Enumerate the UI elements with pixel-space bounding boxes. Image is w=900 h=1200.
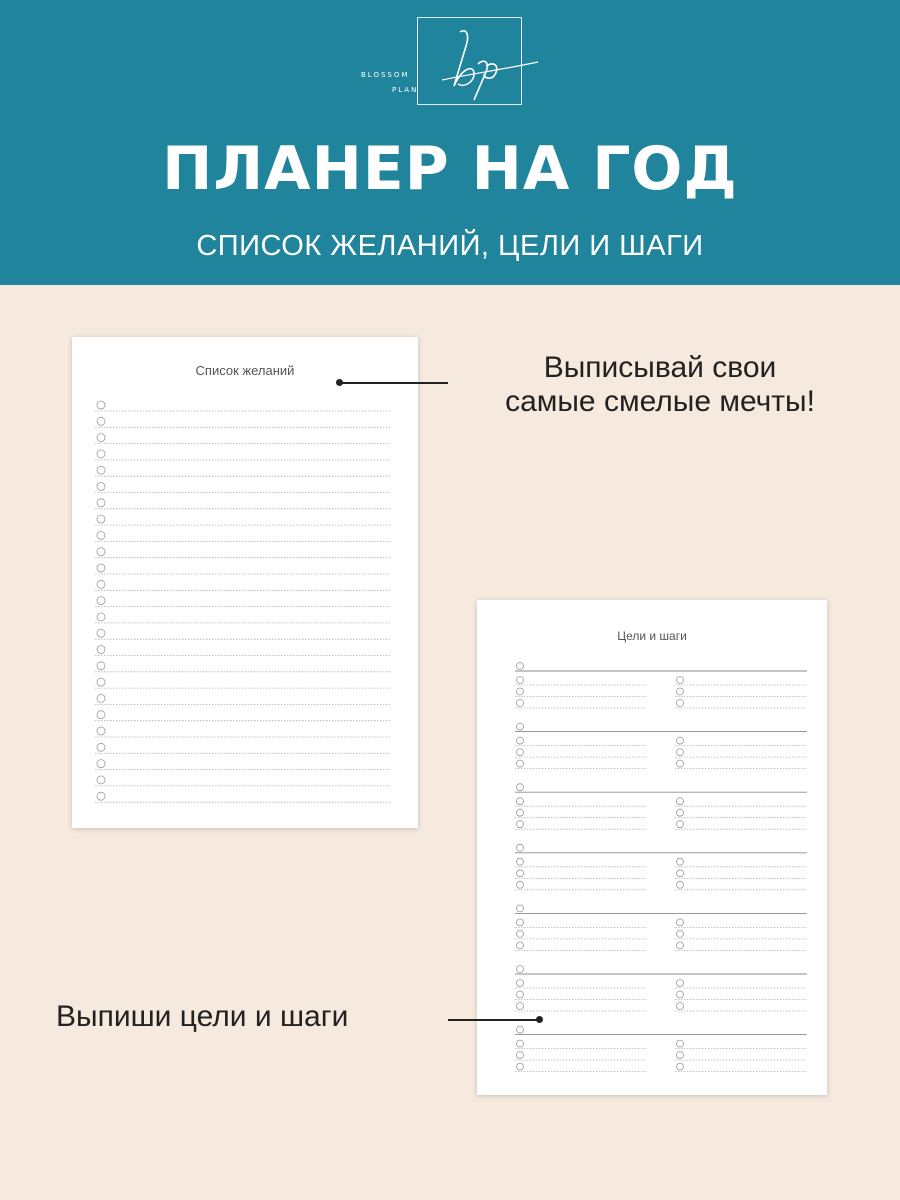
checkbox-circle-icon: [97, 417, 105, 425]
goals-pointer-dot: [536, 1016, 543, 1023]
checkbox-circle-icon: [97, 450, 105, 458]
step-circle-icon: [517, 821, 524, 828]
checkbox-circle-icon: [97, 597, 105, 605]
page-subtitle: СПИСОК ЖЕЛАНИЙ, ЦЕЛИ И ШАГИ: [196, 230, 704, 262]
step-circle-icon: [517, 919, 524, 926]
step-circle-icon: [517, 858, 524, 865]
step-circle-icon: [517, 1052, 524, 1059]
checkbox-circle-icon: [97, 548, 105, 556]
step-circle-icon: [677, 991, 684, 998]
checkbox-circle-icon: [97, 483, 105, 491]
step-circle-icon: [517, 688, 524, 695]
step-circle-icon: [517, 942, 524, 949]
step-circle-icon: [517, 700, 524, 707]
step-circle-icon: [677, 1040, 684, 1047]
goals-pointer-line: [448, 1019, 540, 1021]
step-circle-icon: [677, 677, 684, 684]
checkbox-circle-icon: [97, 760, 105, 768]
logo-word-blossom: BLOSSOM: [361, 71, 410, 79]
checkbox-circle-icon: [97, 743, 105, 751]
checkbox-circle-icon: [97, 711, 105, 719]
checkbox-circle-icon: [97, 776, 105, 784]
step-circle-icon: [517, 809, 524, 816]
dreams-pointer-dot: [336, 379, 343, 386]
dreams-callout-line1: Выписывай свои: [543, 351, 777, 384]
goal-circle-icon: [517, 723, 524, 730]
checkbox-circle-icon: [97, 727, 105, 735]
step-circle-icon: [677, 821, 684, 828]
checkbox-circle-icon: [97, 662, 105, 670]
dreams-pointer-line: [340, 382, 448, 384]
step-circle-icon: [517, 749, 524, 756]
step-circle-icon: [677, 737, 684, 744]
step-circle-icon: [517, 1040, 524, 1047]
goal-circle-icon: [517, 1026, 524, 1033]
step-circle-icon: [677, 1063, 684, 1070]
step-circle-icon: [677, 942, 684, 949]
header-banner: [0, 0, 900, 285]
logo-word-plan: PLAN: [392, 86, 419, 94]
checkbox-circle-icon: [97, 531, 105, 539]
step-circle-icon: [517, 980, 524, 987]
step-circle-icon: [677, 1003, 684, 1010]
step-circle-icon: [517, 870, 524, 877]
wishlist-title: Список желаний: [195, 363, 295, 378]
goal-circle-icon: [517, 784, 524, 791]
dreams-callout: [440, 351, 880, 419]
step-circle-icon: [677, 919, 684, 926]
goals-title: Цели и шаги: [617, 629, 687, 643]
checkbox-circle-icon: [97, 629, 105, 637]
checkbox-circle-icon: [97, 499, 105, 507]
goals-callout: Выпиши цели и шаги: [56, 1000, 349, 1033]
step-circle-icon: [517, 991, 524, 998]
step-circle-icon: [677, 930, 684, 937]
step-circle-icon: [517, 737, 524, 744]
step-circle-icon: [677, 881, 684, 888]
checkbox-circle-icon: [97, 694, 105, 702]
checkbox-circle-icon: [97, 564, 105, 572]
checkbox-circle-icon: [97, 646, 105, 654]
goal-circle-icon: [517, 966, 524, 973]
step-circle-icon: [517, 881, 524, 888]
logo-monogram-icon: [440, 24, 550, 104]
step-circle-icon: [677, 760, 684, 767]
step-circle-icon: [677, 858, 684, 865]
checkbox-circle-icon: [97, 434, 105, 442]
wishlist-sheet: [72, 337, 418, 828]
goal-circle-icon: [517, 905, 524, 912]
step-circle-icon: [517, 1003, 524, 1010]
dreams-callout-line2: самые смелые мечты!: [505, 385, 815, 418]
step-circle-icon: [677, 700, 684, 707]
step-circle-icon: [677, 1052, 684, 1059]
step-circle-icon: [677, 749, 684, 756]
step-circle-icon: [677, 870, 684, 877]
step-circle-icon: [517, 760, 524, 767]
step-circle-icon: [677, 809, 684, 816]
page-title: ПЛАНЕР НА ГОД: [162, 134, 738, 204]
goals-blocks: [477, 600, 827, 1095]
goal-circle-icon: [517, 663, 524, 670]
checkbox-circle-icon: [97, 466, 105, 474]
step-circle-icon: [517, 930, 524, 937]
goal-circle-icon: [517, 844, 524, 851]
checkbox-circle-icon: [97, 792, 105, 800]
checkbox-circle-icon: [97, 678, 105, 686]
step-circle-icon: [517, 1063, 524, 1070]
checkbox-circle-icon: [97, 401, 105, 409]
step-circle-icon: [677, 798, 684, 805]
checkbox-circle-icon: [97, 515, 105, 523]
step-circle-icon: [517, 798, 524, 805]
checkbox-circle-icon: [97, 613, 105, 621]
step-circle-icon: [677, 688, 684, 695]
goals-sheet: [477, 600, 827, 1095]
step-circle-icon: [677, 980, 684, 987]
step-circle-icon: [517, 677, 524, 684]
wishlist-rows: [72, 337, 418, 828]
checkbox-circle-icon: [97, 580, 105, 588]
